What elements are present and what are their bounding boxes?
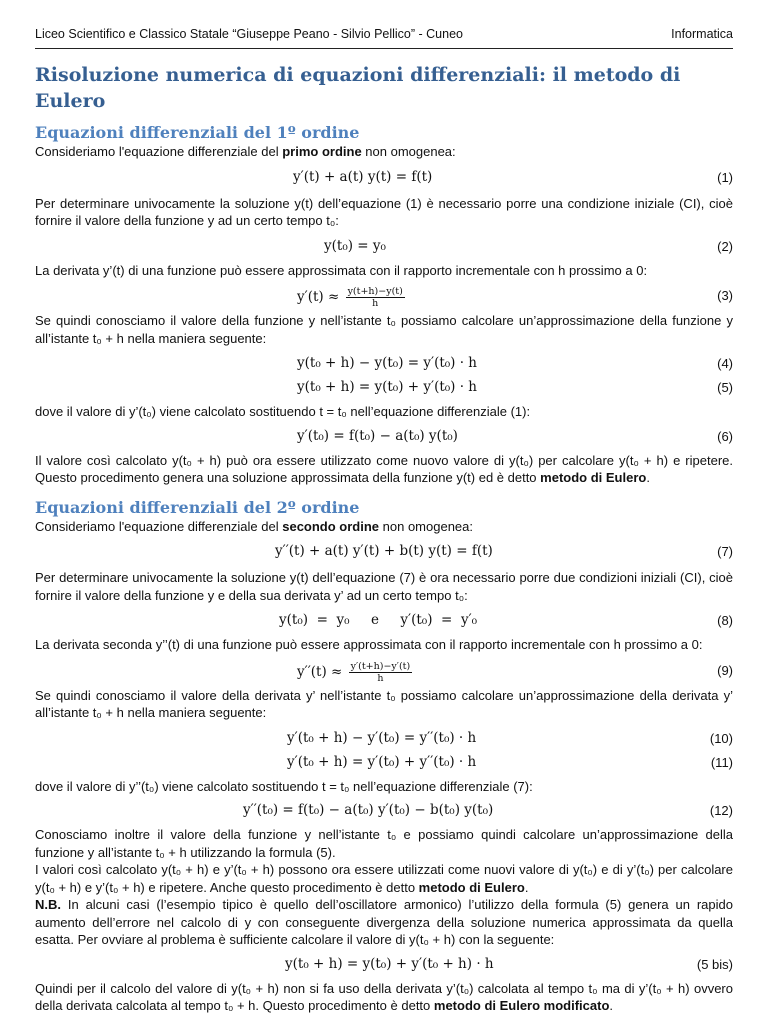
paragraph: Quindi per il calcolo del valore di y(t₀ + h) non si fa uso della derivata y’(t₀) calcolata al tempo t₀ ma di y’(t₀ + h) ovvero della derivata calcolata al tempo t₀ + h. Questo procedimento è detto metodo di Eulero modificato. xyxy=(35,980,733,1013)
paragraph: Il valore così calcolato y(t₀ + h) può ora essere utilizzato come nuovo valore di y(t₀) per calcolare y(t₀ + h) e ripetere. Questo procedimento genera una soluzione approssimata della funzione y(t) ed è detto metodo di Eulero. xyxy=(35,452,733,485)
equation-2: y(t₀) = y₀ (2) xyxy=(324,237,733,254)
equation-6: y′(t₀) = f(t₀) − a(t₀) y(t₀) (6) xyxy=(297,427,733,444)
document-body xyxy=(35,60,733,1015)
paragraph: Consideriamo l'equazione differenziale del secondo ordine non omogenea: xyxy=(35,518,473,534)
equation-10: y′(t₀ + h) − y′(t₀) = y′′(t₀) · h (10) xyxy=(287,729,733,746)
header-subject: Informatica xyxy=(671,27,733,41)
equation-4: y(t₀ + h) − y(t₀) = y′(t₀) · h (4) xyxy=(297,355,733,371)
header-school: Liceo Scientifico e Classico Statale “Giuseppe Peano - Silvio Pellico” - Cuneo xyxy=(35,27,463,41)
paragraph: La derivata y’(t) di una funzione può essere approssimata con il rapporto incrementale con h prossimo a 0: xyxy=(35,262,648,278)
paragraph: Per determinare univocamente la soluzione y(t) dell’equazione (1) è necessario porre una condizione iniziale (CI), cioè fornire il valore della funzione y ad un certo tempo t₀: xyxy=(35,195,733,228)
equation-8: y(t₀) = y₀ e y′(t₀) = y′₀ (8) xyxy=(279,612,733,628)
header-rule xyxy=(35,48,733,49)
page-header xyxy=(35,27,733,45)
paragraph: dove il valore di y’(t₀) viene calcolato sostituendo t = t₀ nell’equazione differenziale (1): xyxy=(35,404,531,419)
equation-3: y′(t) ≈ $\frac{y(t+h)-y(t)}{h}$ (3) xyxy=(297,286,733,309)
paragraph: Consideriamo l'equazione differenziale del primo ordine non omogenea: xyxy=(35,144,456,159)
paragraph: I valori così calcolato y(t₀ + h) e y’(t₀ + h) possono ora essere utilizzati come nuovi valore di y(t₀) e di y’(t₀) per calcolare y(t₀ + h) e y’(t₀ + h) e ripetere. Anche questo procedimento è detto metodo di Eulero. xyxy=(35,862,733,895)
fraction: $\frac{y'(t+h)-y'(t)}{h}$ xyxy=(350,660,411,684)
equation-7: y′′(t) + a(t) y′(t) + b(t) y(t) = f(t) (7) xyxy=(275,543,733,559)
paragraph: Se quindi conosciamo il valore della funzione y nell’istante t₀ possiamo calcolare un’approssimazione della funzione y all’istante t₀ + h nella maniera seguente: xyxy=(35,313,733,346)
section-heading-first-order: Equazioni differenziali del 1º ordine xyxy=(35,123,360,142)
paragraph: Conosciamo inoltre il valore della funzione y nell’istante t₀ e possiamo quindi calcolare un’approssimazione della funzione y all’istante t₀ + h utilizzando la formula (5). xyxy=(35,827,733,860)
equation-9: y′′(t) ≈ $\frac{y'(t+h)-y'(t)}{h}$ (9) xyxy=(297,660,733,684)
paragraph: Se quindi conosciamo il valore della derivata y’ nell’istante t₀ possiamo calcolare un’approssimazione della derivata y’ all’istante t₀ + h nella maniera seguente: xyxy=(35,687,733,720)
equation-12: y′′(t₀) = f(t₀) − a(t₀) y′(t₀) − b(t₀) y(t₀) (12) xyxy=(243,802,733,818)
equation-5-bis: y(t₀ + h) = y(t₀) + y′(t₀ + h) · h (5 bis) xyxy=(285,955,733,972)
document-title: Risoluzione numerica di equazioni differenziali: il metodo di Eulero xyxy=(35,64,681,112)
equation-11: y′(t₀ + h) = y′(t₀) + y′′(t₀) · h (11) xyxy=(287,753,733,770)
paragraph-note: N.B. In alcuni casi (l’esempio tipico è quello dell’oscillatore armonico) l’utilizzo della formula (5) genera un rapido aumento dell’errore nel calcolo di y con conseguente divergenza della soluzione numerica approssimata da quella esatta. Per ovviare al problema è sufficiente calcolare il valore di y(t₀ + h) con la seguente: xyxy=(35,897,733,947)
paragraph: Per determinare univocamente la soluzione y(t) dell’equazione (7) è ora necessario porre due condizioni iniziali (CI), cioè fornire il valore della funzione y e della sua derivata y’ ad un certo tempo t₀: xyxy=(35,570,733,603)
section-heading-second-order: Equazioni differenziali del 2º ordine xyxy=(35,497,360,517)
equation-1: y′(t) + a(t) y(t) = f(t) (1) xyxy=(293,168,733,185)
paragraph: dove il valore di y’’(t₀) viene calcolato sostituendo t = t₀ nell’equazione differenziale (7): xyxy=(35,778,533,794)
fraction: $\frac{y(t+h)-y(t)}{h}$ xyxy=(347,286,403,309)
paragraph: La derivata seconda y’’(t) di una funzione può essere approssimata con il rapporto incrementale con h prossimo a 0: xyxy=(35,637,703,652)
equation-5: y(t₀ + h) = y(t₀) + y′(t₀) · h (5) xyxy=(297,379,733,395)
